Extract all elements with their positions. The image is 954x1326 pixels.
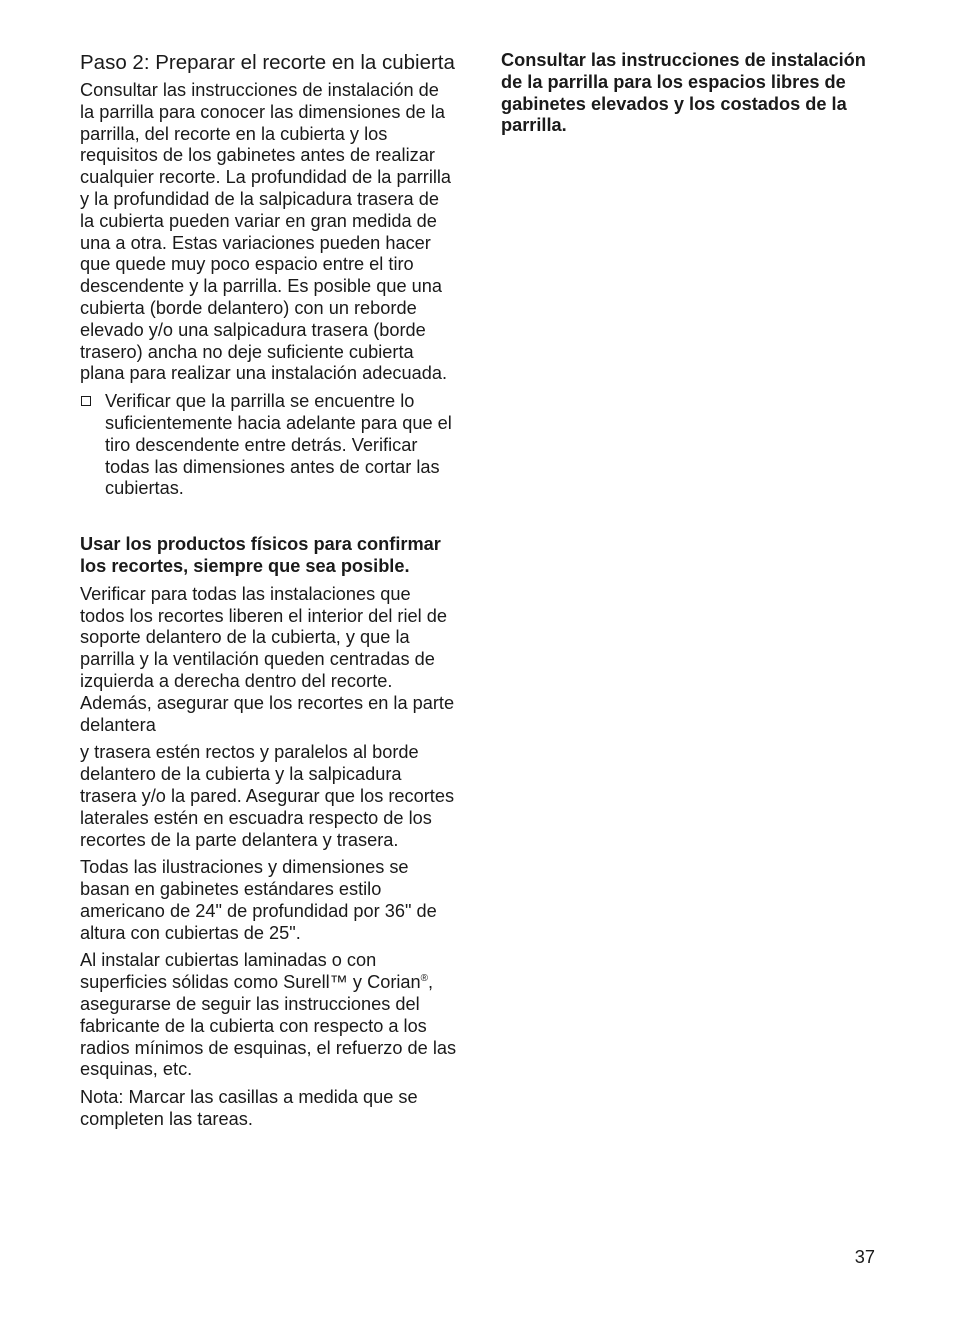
note: Nota: Marcar las casillas a medida que se completen las tareas.	[80, 1087, 418, 1130]
paragraph-illustrations: Todas las ilustraciones y dimensiones se basan en gabinetes estándares estilo americano de 24" de profundidad por 36" de altura con cubiertas de 25".	[80, 857, 437, 943]
right-column	[501, 50, 873, 143]
step-heading: Paso 2: Preparar el recorte en la cubierta	[80, 51, 455, 74]
paragraph-laminate	[80, 950, 458, 1081]
intro-paragraph: Consultar las instrucciones de instalación de la parrilla para conocer las dimensiones de la parrilla, del recorte en la cubierta y los requisitos de los gabinetes antes de realizar cualquier recorte. La profundidad de la parrilla y la profundidad de la salpicadura trasera de la cubierta pueden variar en gran medida de una a otra. Estas variaciones pueden hacer que quede muy poco espacio entre el tiro descendente y la parrilla. Es posible que una cubierta (borde delantero) con un reborde elevado y/o una salpicadura trasera (borde trasero) ancha no deje suficiente cubierta plana para realizar una instalación adecuada.	[80, 80, 452, 384]
paragraph-laminate-before: Al instalar cubiertas laminadas o con superficies sólidas como Surell™ y Corian	[80, 950, 421, 993]
paragraph-laminate-after: , asegurarse de seguir las instrucciones del fabricante de la cubierta con respecto a los radios mínimos de esquinas, el refuerzo de las esquinas, etc.	[80, 972, 457, 1080]
registered-mark: ®	[420, 973, 429, 985]
products-heading: Usar los productos físicos para confirmar los recortes, siempre que sea posible.	[80, 534, 441, 576]
left-column	[80, 50, 458, 1131]
paragraph-verify: Verificar para todas las instalaciones que todos los recortes liberen el interior del riel de soporte delantero de la cubierta, y que la parrilla y la ventilación queden centradas de izquierda a derecha dentro del recorte. Además, asegurar que los recortes en la parte delantera	[80, 583, 455, 735]
checklist-item	[80, 391, 458, 500]
checkbox-icon[interactable]	[81, 396, 91, 406]
paragraph-rear: y trasera estén rectos y paralelos al borde delantero de la cubierta y la salpicadura trasera y/o la pared. Asegurar que los recortes laterales estén en escuadra respecto de los recortes de la parte delantera y trasera.	[80, 742, 455, 850]
checklist-item-text: Verificar que la parrilla se encuentre lo suficientemente hacia adelante para que el tiro descendente entre detrás. Verificar todas las dimensiones antes de cortar las cubiertas.	[105, 391, 452, 499]
bold-note: Consultar las instrucciones de instalación de la parrilla para los espacios libres de gabinetes elevados y los costados de la parrilla.	[501, 50, 866, 136]
page-number: 37	[854, 1247, 875, 1267]
